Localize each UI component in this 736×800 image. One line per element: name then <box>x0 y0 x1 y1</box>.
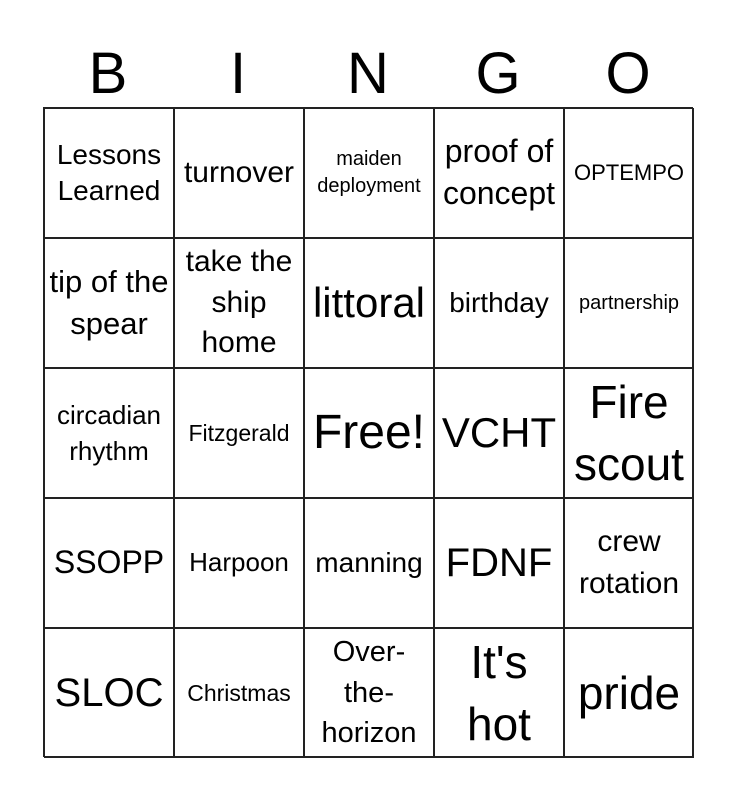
bingo-cell[interactable]: crew rotation <box>564 498 694 628</box>
header-letter-b: B <box>88 41 128 106</box>
bingo-cell[interactable]: VCHT <box>434 368 564 498</box>
header-letter-i: I <box>229 41 247 106</box>
bingo-grid <box>43 107 693 757</box>
bingo-cell[interactable]: maiden deployment <box>304 108 434 238</box>
bingo-cell[interactable]: OPTEMPO <box>564 108 694 238</box>
bingo-cell[interactable]: Lessons Learned <box>44 108 174 238</box>
bingo-cell[interactable]: SSOPP <box>44 498 174 628</box>
bingo-cell[interactable]: circadian rhythm <box>44 368 174 498</box>
bingo-cell[interactable]: pride <box>564 628 694 758</box>
bingo-cell[interactable]: Over-the-horizon <box>304 628 434 758</box>
header-letter-n: N <box>347 41 389 106</box>
bingo-cell[interactable]: manning <box>304 498 434 628</box>
bingo-cell[interactable]: Free! <box>304 368 434 498</box>
bingo-cell[interactable]: Christmas <box>174 628 304 758</box>
bingo-cell[interactable]: Fitzgerald <box>174 368 304 498</box>
bingo-cell[interactable]: littoral <box>304 238 434 368</box>
bingo-header <box>43 40 693 108</box>
bingo-cell[interactable]: turnover <box>174 108 304 238</box>
header-letter-o: O <box>605 41 651 106</box>
bingo-cell[interactable]: It's hot <box>434 628 564 758</box>
bingo-cell[interactable]: tip of the spear <box>44 238 174 368</box>
bingo-cell[interactable]: Fire scout <box>564 368 694 498</box>
bingo-cell[interactable]: take the ship home <box>174 238 304 368</box>
bingo-cell[interactable]: partnership <box>564 238 694 368</box>
bingo-cell[interactable]: FDNF <box>434 498 564 628</box>
bingo-cell[interactable]: Harpoon <box>174 498 304 628</box>
bingo-cell[interactable]: SLOC <box>44 628 174 758</box>
header-letter-g: G <box>475 41 521 106</box>
bingo-cell[interactable]: birthday <box>434 238 564 368</box>
bingo-cell[interactable]: proof of concept <box>434 108 564 238</box>
